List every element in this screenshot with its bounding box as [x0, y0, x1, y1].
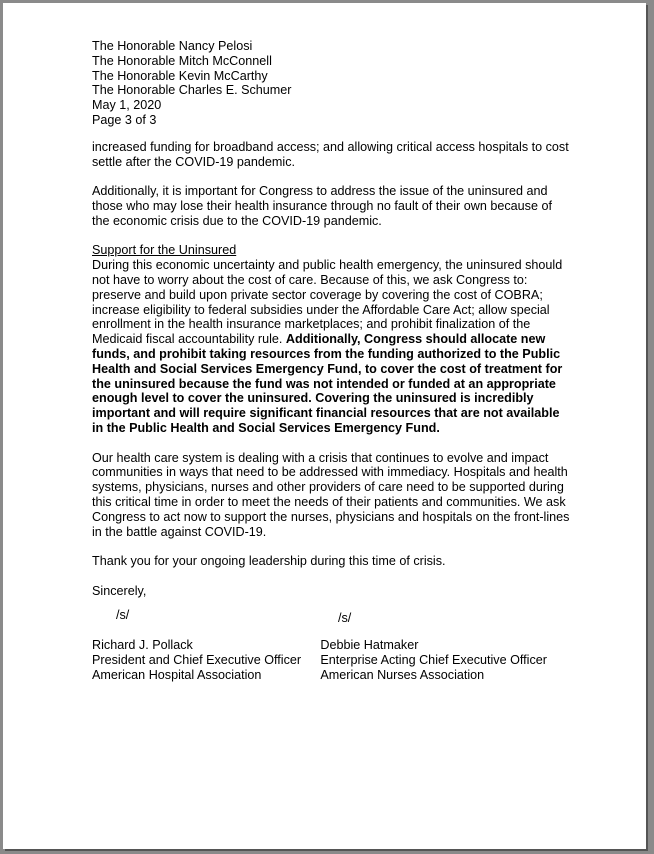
letter-content: [92, 39, 572, 683]
closing-sincerely: Sincerely,: [92, 583, 147, 598]
signer-left-name: Richard J. Pollack: [92, 638, 193, 653]
header-line-page-number: Page 3 of 3: [92, 112, 157, 127]
letter-header: [92, 39, 572, 128]
paragraph-uninsured-intro: Additionally, it is important for Congress to address the issue of the uninsured and those who may lose their health insurance through no fault of their own because of the economic crisis due to the COVID-19 pandemic.: [92, 184, 552, 228]
document-page: [3, 3, 646, 849]
paragraph-broadband: increased funding for broadband access; and allowing critical access hospitals to cost settle after the COVID-19 pandemic.: [92, 139, 569, 169]
signature-right: [320, 638, 572, 682]
paragraph-uninsured-text: During this economic uncertainty and public health emergency, the uninsured should not have to worry about the cost of care. Because of this, we ask Congress to: preserve and build upon private sector coverage by covering the cost of COBRA; increase eligibility to federal subsidies under the Affordable Care Act; allow special enrollment in the health insurance marketplaces; and prohibit finalization of the Medicaid fiscal accountability rule.: [92, 258, 563, 347]
signer-right-org: American Nurses Association: [320, 668, 485, 683]
signer-right-name: Debbie Hatmaker: [320, 638, 419, 653]
paragraph-thank-you: Thank you for your ongoing leadership during this time of crisis.: [92, 554, 446, 569]
paragraph-health-care-crisis: Our health care system is dealing with a crisis that continues to evolve and impact communities in ways that need to be addressed with immediacy. Hospitals and health systems, physicians, nurses and other providers of care need to be supported during this critical time in order to meet the needs of their patients and communities. We ask Congress to act now to support the nurses, physicians and hospitals on the front-lines in the battle against COVID-19.: [92, 450, 570, 539]
signer-left-title: President and Chief Executive Officer: [92, 653, 302, 668]
signature-mark-left: /s/: [116, 608, 130, 623]
section-heading-uninsured: Support for the Uninsured: [92, 243, 237, 258]
signer-right-title: Enterprise Acting Chief Executive Officer: [320, 653, 547, 668]
signature-block: [92, 638, 572, 682]
header-line-recipient-3: The Honorable Kevin McCarthy: [92, 68, 268, 83]
signer-left-org: American Hospital Association: [92, 668, 262, 683]
signature-marks: [92, 608, 572, 638]
header-line-recipient-4: The Honorable Charles E. Schumer: [92, 83, 292, 98]
signature-left: [92, 638, 320, 682]
header-line-recipient-2: The Honorable Mitch McConnell: [92, 53, 272, 68]
paragraph-uninsured-support: [92, 258, 572, 436]
header-line-date: May 1, 2020: [92, 98, 162, 113]
signature-mark-right: /s/: [338, 611, 352, 626]
header-line-recipient-1: The Honorable Nancy Pelosi: [92, 39, 253, 53]
paragraph-uninsured-bold-text: Additionally, Congress should allocate new funds, and prohibit taking resources from the funding authorized to the Public Health and Social Services Emergency Fund, to cover the cost of treatment for the uninsured because the fund was not intended or funded at an appropriate enough level to cover the uninsured. Covering the uninsured is incredibly important and will require significant financial resources that are not available in the Public Health and Social Services Emergency Fund.: [92, 332, 563, 435]
